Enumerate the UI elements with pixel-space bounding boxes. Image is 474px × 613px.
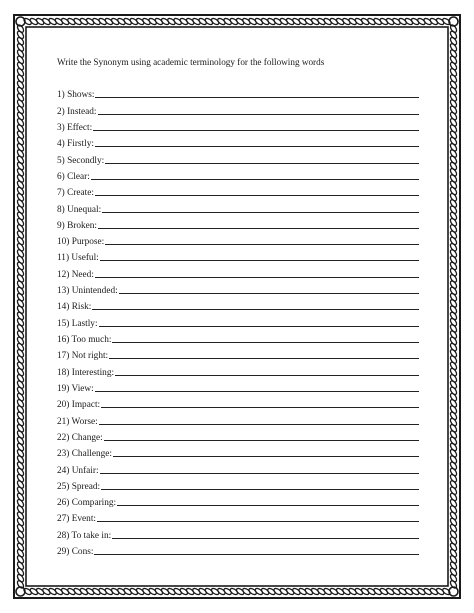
question-item [57, 101, 419, 117]
question-label: 26) Comparing: [57, 498, 117, 509]
question-label: 15) Lastly: [57, 318, 98, 329]
question-item [57, 199, 419, 215]
question-list [57, 85, 419, 558]
question-item [57, 150, 419, 166]
answer-line[interactable] [101, 489, 419, 490]
answer-line[interactable] [95, 146, 419, 147]
answer-line[interactable] [95, 391, 419, 392]
answer-line[interactable] [105, 244, 419, 245]
answer-line[interactable] [93, 130, 419, 131]
answer-line[interactable] [105, 163, 419, 164]
answer-line[interactable] [102, 212, 419, 213]
question-item [57, 428, 419, 444]
question-item [57, 460, 419, 476]
question-label: 3) Effect: [57, 122, 93, 133]
question-item [57, 362, 419, 378]
question-item [57, 493, 419, 509]
question-label: 6) Clear: [57, 171, 90, 182]
question-label: 19) View: [57, 383, 94, 394]
question-item [57, 232, 419, 248]
answer-line[interactable] [98, 114, 420, 115]
answer-line[interactable] [99, 424, 419, 425]
question-item [57, 134, 419, 150]
question-item [57, 509, 419, 525]
question-item [57, 477, 419, 493]
question-label: 5) Secondly: [57, 155, 105, 166]
answer-line[interactable] [95, 195, 419, 196]
answer-line[interactable] [97, 521, 419, 522]
question-label: 16) Too much: [57, 335, 112, 345]
question-item [57, 216, 419, 232]
question-item [57, 525, 419, 541]
question-label: 22) Change: [57, 432, 103, 443]
answer-line[interactable] [100, 473, 419, 474]
question-label: 24) Unfair: [57, 465, 99, 476]
question-label: 9) Broken: [57, 220, 98, 231]
answer-line[interactable] [99, 326, 419, 327]
question-item [57, 281, 419, 297]
question-item [57, 330, 419, 346]
question-label: 28) To take in: [57, 530, 112, 541]
question-item [57, 297, 419, 313]
answer-line[interactable] [104, 440, 419, 441]
question-label: 8) Unequal: [57, 204, 102, 215]
question-label: 1) Shows: [57, 90, 95, 101]
question-label: 21) Worse: [57, 416, 98, 427]
question-item [57, 379, 419, 395]
answer-line[interactable] [113, 456, 419, 457]
question-label: 18) Interesting: [57, 367, 115, 378]
answer-line[interactable] [101, 407, 419, 408]
question-label: 12) Need: [57, 269, 94, 280]
question-item [57, 346, 419, 362]
question-item [57, 248, 419, 264]
answer-line[interactable] [100, 260, 419, 261]
answer-line[interactable] [119, 293, 419, 294]
question-label: 4) Firstly: [57, 139, 94, 150]
worksheet-title: Write the Synonym using academic terminology for the following words [57, 57, 325, 67]
answer-line[interactable] [98, 228, 419, 229]
question-label: 25) Spread: [57, 481, 101, 492]
answer-line[interactable] [112, 342, 419, 343]
question-item [57, 313, 419, 329]
question-item [57, 118, 419, 134]
answer-line[interactable] [92, 309, 419, 310]
question-item [57, 264, 419, 280]
question-label: 2) Instead: [57, 106, 97, 117]
question-label: 17) Not right: [57, 351, 109, 362]
question-item [57, 542, 419, 558]
question-label: 29) Cons: [57, 547, 94, 558]
question-label: 14) Risk: [57, 302, 92, 313]
answer-line[interactable] [95, 277, 419, 278]
question-label: 13) Unintended: [57, 286, 118, 297]
question-label: 20) Impact: [57, 400, 101, 411]
question-item [57, 167, 419, 183]
question-label: 10) Purpose: [57, 237, 105, 248]
answer-line[interactable] [109, 358, 419, 359]
question-item [57, 411, 419, 427]
answer-line[interactable] [91, 179, 419, 180]
answer-line[interactable] [112, 538, 419, 539]
worksheet [57, 56, 419, 558]
answer-line[interactable] [94, 554, 419, 555]
question-item [57, 395, 419, 411]
question-label: 7) Create: [57, 188, 94, 199]
question-label: 27) Event: [57, 514, 96, 525]
question-label: 11) Useful: [57, 253, 99, 264]
answer-line[interactable] [95, 97, 419, 98]
answer-line[interactable] [117, 505, 419, 506]
question-item [57, 85, 419, 101]
question-label: 23) Challenge: [57, 449, 112, 460]
answer-line[interactable] [115, 375, 419, 376]
question-item [57, 183, 419, 199]
question-item [57, 444, 419, 460]
